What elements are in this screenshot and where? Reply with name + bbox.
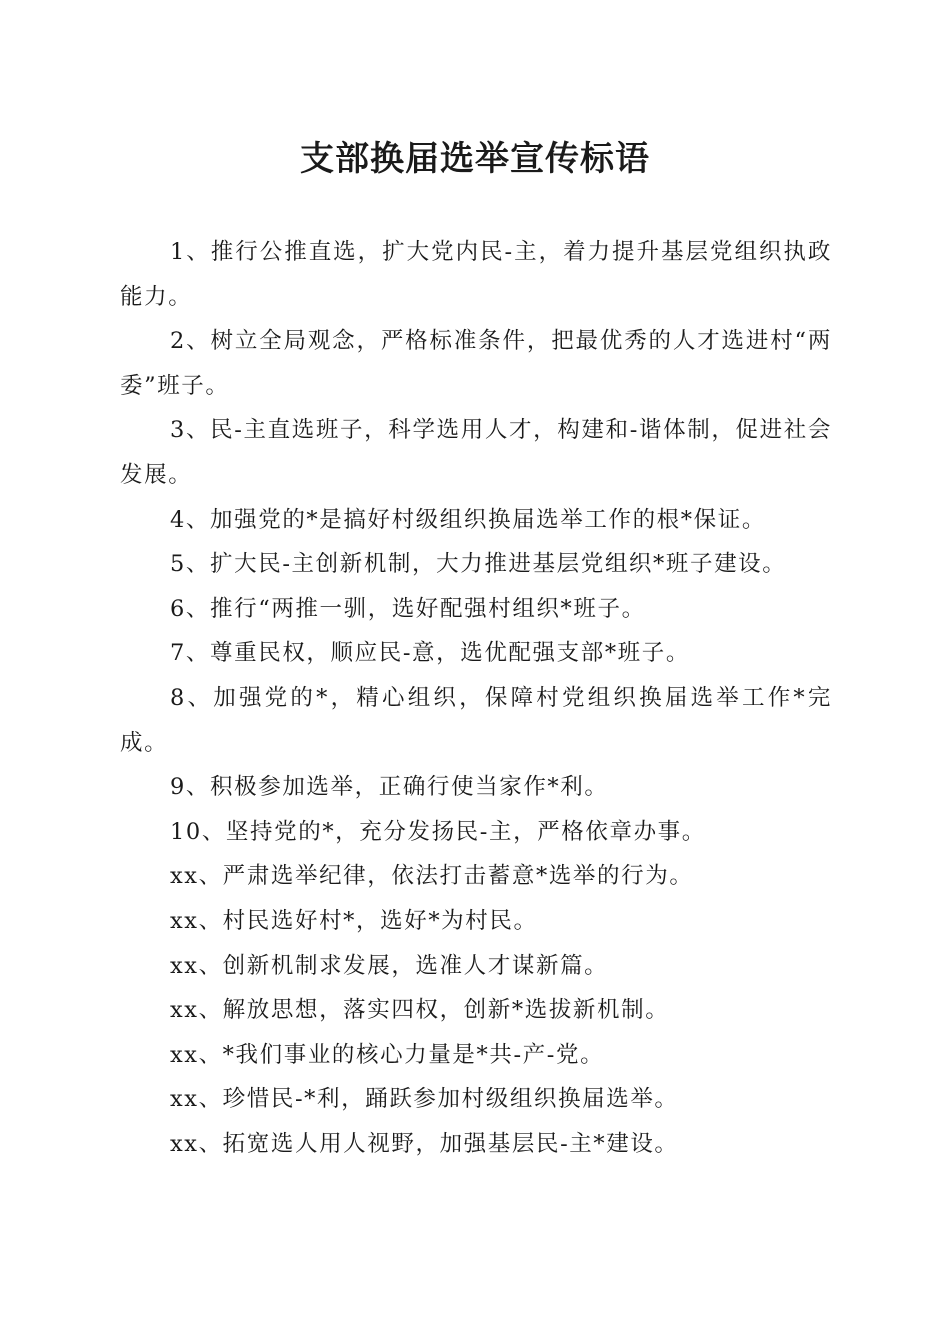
slogan-item-8: 8、加强党的*，精心组织，保障村党组织换届选举工作*完成。 bbox=[120, 684, 832, 756]
slogan-item-10: 10、坚持党的*，充分发扬民-主，严格依章办事。 bbox=[170, 818, 706, 845]
slogan-item-13: xx、创新机制求发展，选准人才谋新篇。 bbox=[170, 952, 609, 979]
slogan-item-2: 2、树立全局观念，严格标准条件，把最优秀的人才选进村“两委”班子。 bbox=[120, 328, 832, 399]
slogan-item-16: xx、珍惜民-*利，踊跃参加村级组织换届选举。 bbox=[170, 1086, 679, 1113]
slogan-item-12: xx、村民选好村*，选好*为村民。 bbox=[170, 907, 538, 934]
slogan-list bbox=[120, 230, 832, 1166]
page-title: 支部换届选举宣传标语 bbox=[300, 139, 650, 179]
slogan-item-6: 6、推行“两推一驯，选好配强村组织*班子。 bbox=[170, 595, 646, 622]
slogan-item-11: xx、严肃选举纪律，依法打击蓄意*选举的行为。 bbox=[170, 863, 694, 890]
slogan-item-1: 1、推行公推直选，扩大党内民-主，着力提升基层党组织执政能力。 bbox=[120, 239, 832, 310]
slogan-item-4: 4、加强党的*是搞好村级组织换届选举工作的根*保证。 bbox=[170, 506, 766, 533]
slogan-item-14: xx、解放思想，落实四权，创新*选拔新机制。 bbox=[170, 997, 670, 1024]
slogan-item-7: 7、尊重民权，顺应民-意，选优配强支部*班子。 bbox=[170, 640, 690, 667]
slogan-item-9: 9、积极参加选举，正确行使当家作*利。 bbox=[170, 774, 609, 801]
slogan-item-3: 3、民-主直选班子，科学选用人才，构建和-谐体制，促进社会发展。 bbox=[120, 417, 832, 488]
slogan-item-17: xx、拓宽选人用人视野，加强基层民-主*建设。 bbox=[170, 1130, 679, 1157]
slogan-item-15: xx、*我们事业的核心力量是*共-产-党。 bbox=[170, 1041, 605, 1068]
slogan-item-5: 5、扩大民-主创新机制，大力推进基层党组织*班子建设。 bbox=[170, 551, 787, 578]
